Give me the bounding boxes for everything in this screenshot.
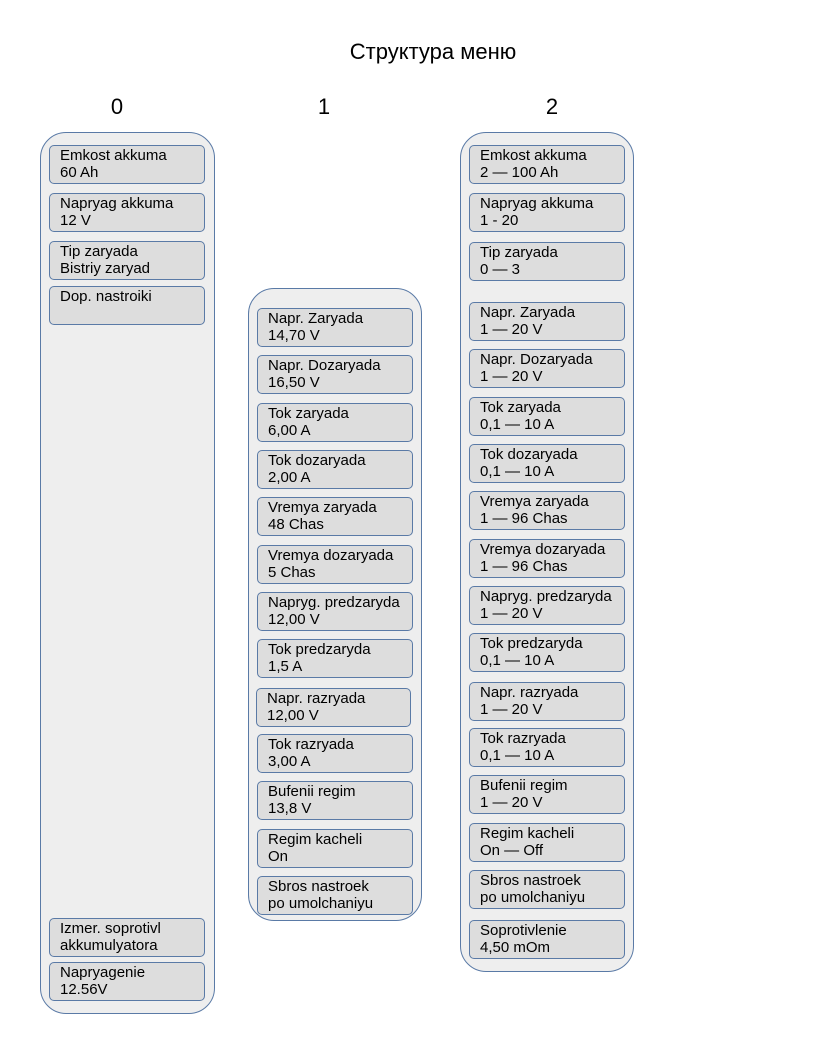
menu-item[interactable]: Sbros nastroek po umolchaniyu bbox=[257, 876, 413, 915]
menu-item[interactable]: Napr. Zaryada 14,70 V bbox=[257, 308, 413, 347]
menu-item[interactable]: Tok dozaryada 2,00 A bbox=[257, 450, 413, 489]
menu-item[interactable]: Tok predzaryda 1,5 A bbox=[257, 639, 413, 678]
menu-item[interactable]: Napr. Dozaryada 1 — 20 V bbox=[469, 349, 625, 388]
menu-item[interactable]: Bufenii regim 1 — 20 V bbox=[469, 775, 625, 814]
menu-item[interactable]: Sbros nastroek po umolchaniyu bbox=[469, 870, 625, 909]
menu-item[interactable]: Napr. razryada 12,00 V bbox=[256, 688, 411, 727]
menu-item[interactable]: Tok razryada 3,00 A bbox=[257, 734, 413, 773]
menu-item[interactable]: Vremya dozaryada 5 Chas bbox=[257, 545, 413, 584]
menu-item[interactable]: Napryg. predzaryda 1 — 20 V bbox=[469, 586, 625, 625]
menu-item[interactable]: Izmer. soprotivl akkumulyatora bbox=[49, 918, 205, 957]
column-label-2: 2 bbox=[545, 94, 559, 119]
menu-item[interactable]: Regim kacheli On bbox=[257, 829, 413, 868]
diagram-title: Структура меню bbox=[349, 39, 517, 64]
menu-item[interactable]: Napr. Dozaryada 16,50 V bbox=[257, 355, 413, 394]
menu-item[interactable]: Napr. Zaryada 1 — 20 V bbox=[469, 302, 625, 341]
menu-item[interactable]: Tok dozaryada 0,1 — 10 A bbox=[469, 444, 625, 483]
menu-item[interactable]: Regim kacheli On — Off bbox=[469, 823, 625, 862]
menu-item[interactable]: Tip zaryada 0 — 3 bbox=[469, 242, 625, 281]
column-label-0: 0 bbox=[110, 94, 124, 119]
menu-item[interactable]: Vremya zaryada 48 Chas bbox=[257, 497, 413, 536]
menu-item[interactable]: Vremya dozaryada 1 — 96 Chas bbox=[469, 539, 625, 578]
column-label-1: 1 bbox=[317, 94, 331, 119]
menu-item[interactable]: Napryag akkuma 12 V bbox=[49, 193, 205, 232]
menu-item[interactable]: Napryg. predzaryda 12,00 V bbox=[257, 592, 413, 631]
menu-item[interactable]: Napryag akkuma 1 - 20 bbox=[469, 193, 625, 232]
menu-item[interactable]: Bufenii regim 13,8 V bbox=[257, 781, 413, 820]
menu-item[interactable]: Napryagenie 12.56V bbox=[49, 962, 205, 1001]
menu-item[interactable]: Tok zaryada 0,1 — 10 A bbox=[469, 397, 625, 436]
menu-item[interactable]: Dop. nastroiki bbox=[49, 286, 205, 325]
menu-item[interactable]: Tok predzaryda 0,1 — 10 A bbox=[469, 633, 625, 672]
menu-item[interactable]: Emkost akkuma 2 — 100 Ah bbox=[469, 145, 625, 184]
menu-item[interactable]: Tip zaryada Bistriy zaryad bbox=[49, 241, 205, 280]
menu-item[interactable]: Soprotivlenie 4,50 mOm bbox=[469, 920, 625, 959]
menu-item[interactable]: Napr. razryada 1 — 20 V bbox=[469, 682, 625, 721]
menu-item[interactable]: Vremya zaryada 1 — 96 Chas bbox=[469, 491, 625, 530]
menu-item[interactable]: Tok zaryada 6,00 A bbox=[257, 403, 413, 442]
menu-item[interactable]: Emkost akkuma 60 Ah bbox=[49, 145, 205, 184]
menu-item[interactable]: Tok razryada 0,1 — 10 A bbox=[469, 728, 625, 767]
